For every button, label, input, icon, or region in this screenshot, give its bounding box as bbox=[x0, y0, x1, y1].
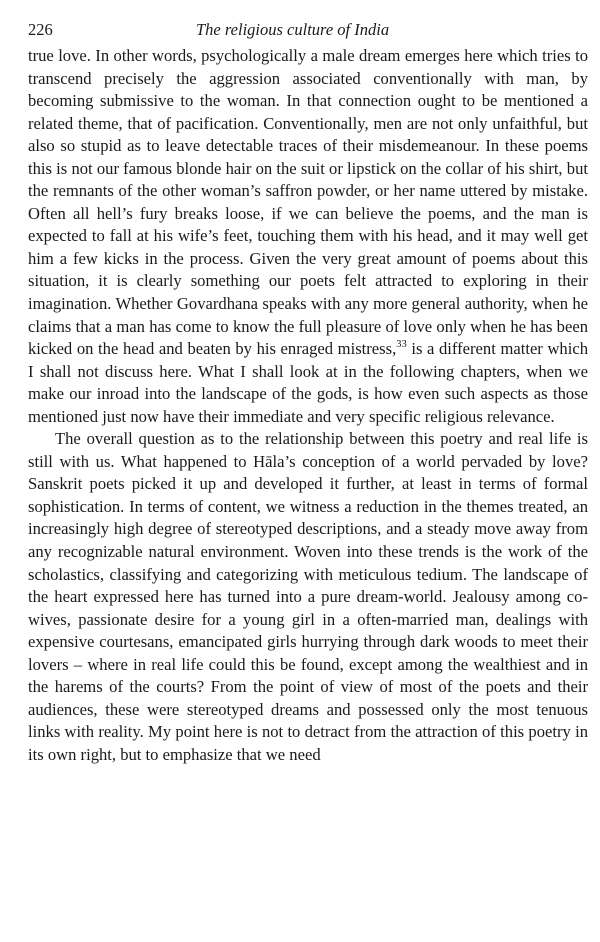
paragraph-2: The overall question as to the relationship between this poetry and real life is still with us. What happened to Hāla’s conception of a world pervaded by love? Sanskrit poets picked it up and developed it further, at least in terms of formal sophistication. In terms of content, we witness a reduction in the themes treated, an increasingly high degree of stereotyped descriptions, and a steady move away from any recognizable natural environment. Woven into these trends is the work of the scholastics, classifying and categorizing with meticulous tedium. The landscape of the heart expressed here has turned into a pure dream-world. Jealousy among co-wives, passionate desire for a young girl in a often-married man, dealings with expensive courtesans, emancipated girls hurrying through dark woods to meet their lovers – where in real life could this be found, except among the wealthiest and in the harems of the courts? From the point of view of most of the poets and their audiences, these were stereotyped dreams and possessed only the most tenuous links with reality. My point here is not to detract from the attraction of this poetry in its own right, but to emphasize that we need bbox=[28, 429, 588, 764]
paragraph-1-text-before-note: true love. In other words, psychologically a male dream emerges here which tries to transcend precisely the aggression associated conventionally with man, by becoming submissive to the woman. In that connection ought to be mentioned a related theme, that of pacification. Conventionally, men are not only unfaithful, but also so stupid as to leave detectable traces of their misdemeanour. In these poems this is not our famous blonde hair on the suit or lipstick on the collar of his shirt, but the remnants of the other woman’s saffron powder, or her name uttered by mistake. Often all hell’s fury breaks loose, if we can believe the poems, and the man is expected to fall at his wife’s feet, touching them with his head, and it may well get him a few kicks in the process. Given the very great amount of poems about this situation, it is clearly something our poets felt attracted to exploring in their imagination. Whether Govardhana speaks with any more general authority, when he claims that a man has come to know the full pleasure of love only when he has been kicked on the head and beaten by his enraged mistress, bbox=[28, 46, 588, 359]
footnote-reference[interactable]: 33 bbox=[396, 338, 407, 350]
paragraph-1 bbox=[28, 45, 588, 428]
running-title: The religious culture of India bbox=[196, 20, 390, 39]
page-number: 226 bbox=[28, 20, 53, 39]
running-head bbox=[28, 17, 588, 43]
body-text bbox=[28, 45, 588, 767]
paragraph-1-text-after-note: is a different matter which I shall not discuss here. What I shall look at in the following chapters, when we make our inroad into the landscape of the gods, is how even such aspects as those mentioned just now have their immediate and very specific religious relevance. bbox=[28, 339, 589, 426]
